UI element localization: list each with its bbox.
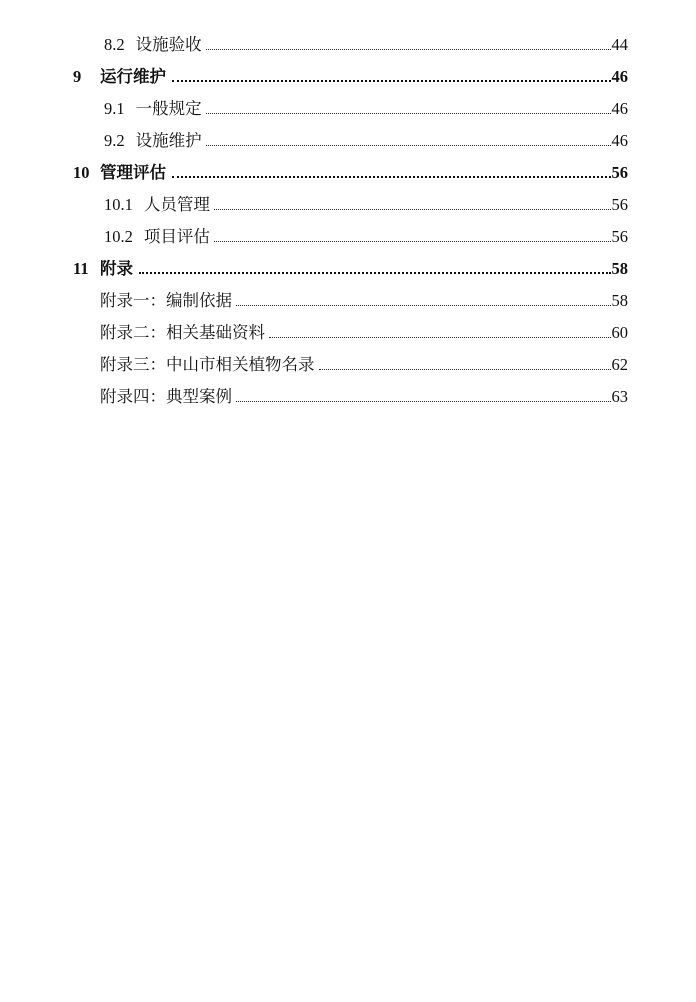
toc-entry-page: 46 xyxy=(611,99,628,118)
toc-entry xyxy=(73,157,628,189)
toc-entry xyxy=(73,381,628,413)
toc-entry-title: 人员管理 xyxy=(143,195,210,214)
toc-entry-page: 62 xyxy=(611,355,628,374)
dot-leader xyxy=(214,209,611,210)
dot-leader xyxy=(319,369,611,370)
dot-leader xyxy=(269,337,611,338)
dot-leader xyxy=(214,241,611,242)
toc-entry xyxy=(73,93,628,125)
dot-leader xyxy=(206,145,611,146)
toc-entry-page: 63 xyxy=(611,387,628,406)
toc-entry xyxy=(73,253,628,285)
toc-entry-title: 一般规定 xyxy=(135,99,202,118)
dot-leader xyxy=(139,272,611,274)
toc-entry-number: 10.1 xyxy=(104,195,133,214)
dot-leader xyxy=(172,80,611,82)
toc-entry-page: 56 xyxy=(611,227,628,246)
toc-entry-title: 管理评估 xyxy=(100,163,166,182)
toc-entry-page: 46 xyxy=(611,67,628,86)
dot-leader xyxy=(206,49,611,50)
toc-entry-title: 附录二：相关基础资料 xyxy=(100,323,265,342)
toc-entry-number: 9.1 xyxy=(104,99,125,118)
toc-entry-page: 58 xyxy=(611,259,628,278)
dot-leader xyxy=(172,176,611,178)
toc-entry xyxy=(73,221,628,253)
toc-entry-title: 附录一：编制依据 xyxy=(100,291,232,310)
toc-entry-page: 58 xyxy=(611,291,628,310)
dot-leader xyxy=(236,401,611,402)
table-of-contents xyxy=(73,29,628,413)
toc-entry-title: 项目评估 xyxy=(143,227,210,246)
toc-entry xyxy=(73,285,628,317)
toc-entry xyxy=(73,189,628,221)
toc-entry-title: 运行维护 xyxy=(100,67,166,86)
toc-entry-title: 设施维护 xyxy=(135,131,202,150)
toc-entry xyxy=(73,125,628,157)
toc-entry-page: 56 xyxy=(611,163,628,182)
toc-entry-title: 设施验收 xyxy=(135,35,202,54)
toc-entry-title: 附录 xyxy=(100,259,133,278)
toc-entry xyxy=(73,349,628,381)
dot-leader xyxy=(236,305,611,306)
toc-entry-number: 11 xyxy=(73,259,89,278)
toc-entry-number: 10 xyxy=(73,163,90,182)
toc-entry xyxy=(73,29,628,61)
toc-entry-page: 44 xyxy=(611,35,628,54)
toc-entry-page: 56 xyxy=(611,195,628,214)
toc-entry-number: 8.2 xyxy=(104,35,125,54)
dot-leader xyxy=(206,113,611,114)
toc-entry xyxy=(73,61,628,93)
toc-entry-number: 9.2 xyxy=(104,131,125,150)
toc-entry-number: 9 xyxy=(73,67,82,86)
toc-entry-title: 附录三：中山市相关植物名录 xyxy=(100,355,315,374)
toc-entry xyxy=(73,317,628,349)
toc-entry-number: 10.2 xyxy=(104,227,133,246)
toc-entry-page: 46 xyxy=(611,131,628,150)
toc-entry-page: 60 xyxy=(611,323,628,342)
toc-entry-title: 附录四：典型案例 xyxy=(100,387,232,406)
